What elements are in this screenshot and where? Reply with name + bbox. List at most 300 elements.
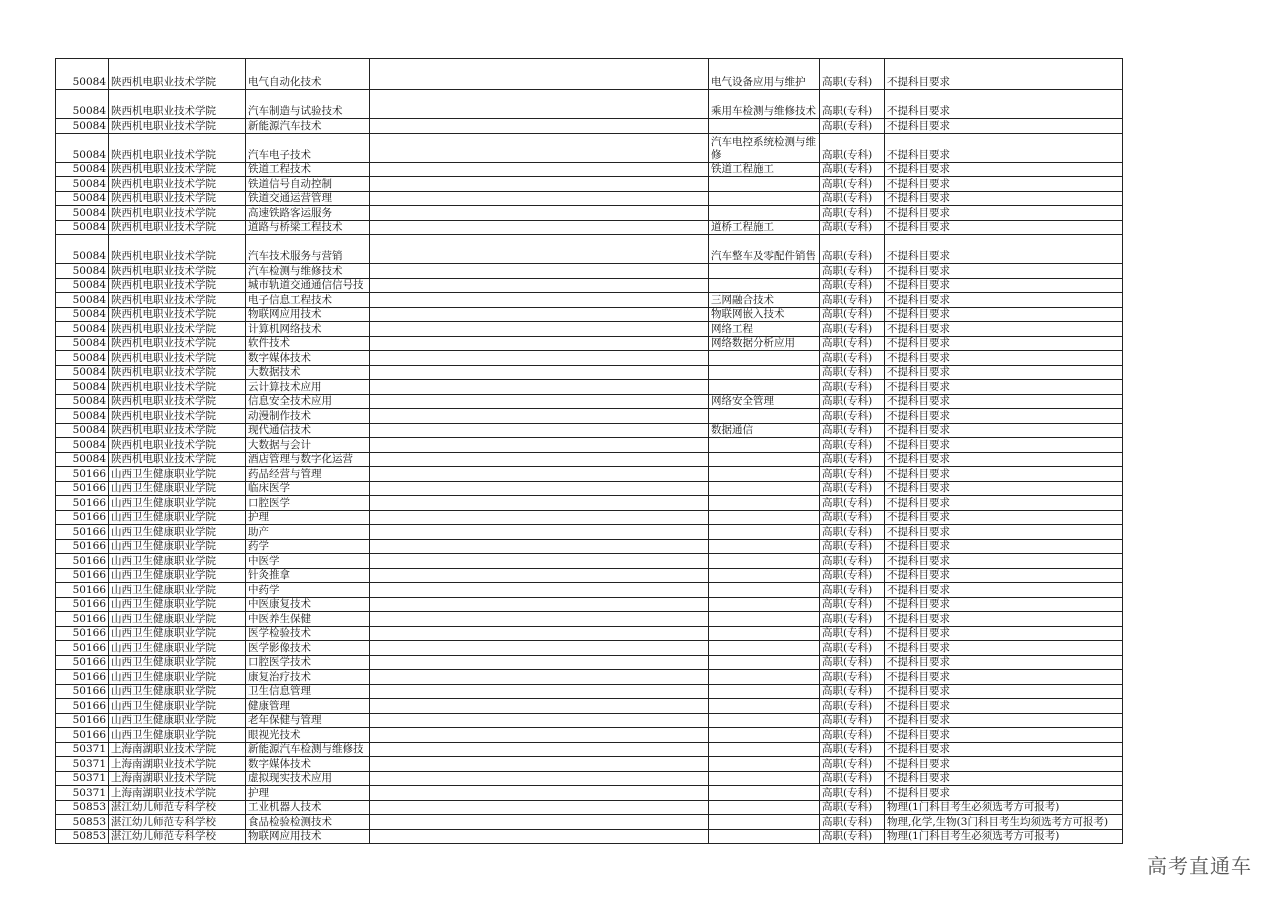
level-text: 高职(专科)	[822, 380, 873, 393]
blank-cell	[370, 496, 709, 511]
school-name-text: 陕西机电职业技术学院	[111, 163, 216, 175]
direction-cell	[709, 206, 820, 221]
level-text: 高职(专科)	[822, 322, 873, 335]
school-code-text: 50166	[72, 641, 106, 654]
school-name-text: 陕西机电职业技术学院	[111, 148, 216, 161]
school-code-text: 50853	[72, 815, 106, 828]
subject-requirement-text: 不提科目要求	[887, 728, 950, 741]
level-cell	[820, 452, 885, 467]
level-text: 高职(专科)	[822, 656, 873, 668]
school-name-text: 陕西机电职业技术学院	[111, 366, 216, 378]
major-name-text: 中医学	[248, 554, 280, 567]
table-row	[56, 423, 1123, 438]
subject-requirement-text: 不提科目要求	[887, 714, 950, 726]
major-name-text: 护理	[248, 511, 269, 523]
major-name-cell	[246, 220, 370, 235]
level-text: 高职(专科)	[822, 76, 873, 88]
major-name-text: 卫生信息管理	[248, 685, 311, 697]
level-text: 高职(专科)	[822, 279, 873, 291]
school-name-text: 陕西机电职业技术学院	[111, 380, 216, 393]
level-cell	[820, 525, 885, 540]
school-code-text: 50084	[72, 438, 106, 451]
level-text: 高职(专科)	[822, 206, 873, 219]
school-code-cell	[56, 713, 109, 728]
subject-requirement-text: 不提科目要求	[887, 264, 950, 277]
blank-cell	[370, 771, 709, 786]
direction-text: 三网融合技术	[711, 293, 774, 306]
blank-cell	[370, 525, 709, 540]
level-text: 高职(专科)	[822, 438, 873, 451]
school-code-cell	[56, 539, 109, 554]
major-name-cell	[246, 162, 370, 177]
school-code-cell	[56, 336, 109, 351]
blank-cell	[370, 220, 709, 235]
subject-requirement-text: 不提科目要求	[887, 366, 950, 378]
school-code-cell	[56, 423, 109, 438]
major-name-text: 信息安全技术应用	[248, 395, 332, 407]
school-code-text: 50084	[72, 424, 106, 436]
school-name-text: 山西卫生健康职业学院	[111, 598, 216, 610]
blank-cell	[370, 481, 709, 496]
subject-requirement-text: 不提科目要求	[887, 583, 950, 596]
level-text: 高职(专科)	[822, 627, 873, 639]
school-name-cell	[109, 133, 246, 162]
table-row	[56, 438, 1123, 453]
level-cell	[820, 510, 885, 525]
school-code-cell	[56, 177, 109, 192]
school-code-cell	[56, 220, 109, 235]
level-cell	[820, 206, 885, 221]
direction-cell	[709, 481, 820, 496]
school-code-text: 50166	[72, 482, 106, 494]
school-code-text: 50166	[72, 569, 106, 581]
subject-requirement-cell	[885, 336, 1123, 351]
major-name-text: 电子信息工程技术	[248, 293, 332, 306]
major-name-text: 新能源汽车技术	[248, 119, 322, 132]
direction-cell	[709, 307, 820, 322]
level-text: 高职(专科)	[822, 409, 873, 422]
school-code-cell	[56, 670, 109, 685]
level-text: 高职(专科)	[822, 351, 873, 364]
level-text: 高职(专科)	[822, 801, 873, 813]
school-code-cell	[56, 771, 109, 786]
table-row	[56, 481, 1123, 496]
level-text: 高职(专科)	[822, 728, 873, 741]
level-cell	[820, 322, 885, 337]
school-code-text: 50084	[72, 409, 106, 422]
table-row	[56, 206, 1123, 221]
school-name-cell	[109, 264, 246, 279]
blank-cell	[370, 626, 709, 641]
school-name-text: 山西卫生健康职业学院	[111, 670, 216, 683]
direction-cell	[709, 612, 820, 627]
subject-requirement-cell	[885, 510, 1123, 525]
school-name-cell	[109, 481, 246, 496]
school-name-text: 陕西机电职业技术学院	[111, 409, 216, 422]
school-code-text: 50084	[72, 337, 106, 349]
major-name-text: 眼视光技术	[248, 728, 301, 741]
direction-cell	[709, 264, 820, 279]
school-name-text: 山西卫生健康职业学院	[111, 554, 216, 567]
direction-cell	[709, 713, 820, 728]
school-code-cell	[56, 293, 109, 308]
table-row	[56, 670, 1123, 685]
subject-requirement-text: 不提科目要求	[887, 685, 950, 697]
major-name-cell	[246, 510, 370, 525]
subject-requirement-cell	[885, 655, 1123, 670]
school-name-text: 陕西机电职业技术学院	[111, 221, 216, 233]
level-cell	[820, 365, 885, 380]
blank-cell	[370, 177, 709, 192]
school-code-cell	[56, 583, 109, 598]
subject-requirement-cell	[885, 235, 1123, 264]
school-name-text: 山西卫生健康职业学院	[111, 656, 216, 668]
direction-cell	[709, 510, 820, 525]
school-name-text: 山西卫生健康职业学院	[111, 569, 216, 581]
school-name-text: 山西卫生健康职业学院	[111, 496, 216, 509]
school-name-text: 陕西机电职业技术学院	[111, 206, 216, 219]
school-code-text: 50166	[72, 525, 106, 538]
school-name-text: 陕西机电职业技术学院	[111, 308, 216, 320]
subject-requirement-cell	[885, 322, 1123, 337]
school-name-text: 山西卫生健康职业学院	[111, 525, 216, 538]
major-name-cell	[246, 496, 370, 511]
level-cell	[820, 264, 885, 279]
school-name-cell	[109, 684, 246, 699]
school-code-text: 50084	[72, 221, 106, 233]
school-name-text: 陕西机电职业技术学院	[111, 351, 216, 364]
subject-requirement-cell	[885, 365, 1123, 380]
school-name-cell	[109, 583, 246, 598]
level-cell	[820, 307, 885, 322]
major-name-cell	[246, 351, 370, 366]
school-code-text: 50084	[72, 351, 106, 364]
direction-cell	[709, 119, 820, 134]
level-cell	[820, 568, 885, 583]
school-code-text: 50166	[72, 685, 106, 697]
major-name-text: 汽车技术服务与营销	[248, 250, 343, 262]
school-name-cell	[109, 612, 246, 627]
blank-cell	[370, 119, 709, 134]
major-name-cell	[246, 626, 370, 641]
level-cell	[820, 293, 885, 308]
table-body	[56, 59, 1123, 844]
subject-requirement-cell	[885, 59, 1123, 90]
direction-cell	[709, 800, 820, 815]
level-text: 高职(专科)	[822, 163, 873, 175]
school-code-cell	[56, 554, 109, 569]
school-code-cell	[56, 800, 109, 815]
subject-requirement-text: 不提科目要求	[887, 438, 950, 451]
subject-requirement-text: 不提科目要求	[887, 540, 950, 552]
subject-requirement-cell	[885, 800, 1123, 815]
school-code-cell	[56, 90, 109, 119]
subject-requirement-cell	[885, 539, 1123, 554]
school-code-text: 50166	[72, 467, 106, 480]
level-text: 高职(专科)	[822, 612, 873, 625]
direction-cell	[709, 670, 820, 685]
school-code-text: 50166	[72, 598, 106, 610]
major-name-cell	[246, 525, 370, 540]
direction-cell	[709, 293, 820, 308]
direction-cell	[709, 322, 820, 337]
level-cell	[820, 133, 885, 162]
level-cell	[820, 684, 885, 699]
level-cell	[820, 554, 885, 569]
blank-cell	[370, 699, 709, 714]
subject-requirement-cell	[885, 409, 1123, 424]
blank-cell	[370, 713, 709, 728]
subject-requirement-cell	[885, 771, 1123, 786]
major-name-cell	[246, 800, 370, 815]
direction-cell	[709, 568, 820, 583]
level-text: 高职(专科)	[822, 308, 873, 320]
school-code-cell	[56, 322, 109, 337]
school-code-cell	[56, 481, 109, 496]
major-name-text: 医学检验技术	[248, 627, 311, 639]
school-name-text: 山西卫生健康职业学院	[111, 612, 216, 625]
school-name-text: 山西卫生健康职业学院	[111, 728, 216, 741]
subject-requirement-cell	[885, 452, 1123, 467]
school-name-text: 山西卫生健康职业学院	[111, 685, 216, 697]
major-name-text: 助产	[248, 525, 269, 538]
school-name-cell	[109, 278, 246, 293]
major-name-cell	[246, 771, 370, 786]
subject-requirement-cell	[885, 568, 1123, 583]
school-name-text: 陕西机电职业技术学院	[111, 119, 216, 132]
table-row	[56, 177, 1123, 192]
school-code-text: 50166	[72, 714, 106, 726]
direction-text: 乘用车检测与维修技术	[711, 105, 816, 117]
blank-cell	[370, 336, 709, 351]
school-code-cell	[56, 235, 109, 264]
subject-requirement-cell	[885, 380, 1123, 395]
school-code-cell	[56, 307, 109, 322]
subject-requirement-text: 不提科目要求	[887, 786, 950, 799]
school-code-cell	[56, 525, 109, 540]
level-cell	[820, 438, 885, 453]
level-text: 高职(专科)	[822, 641, 873, 654]
direction-cell	[709, 757, 820, 772]
blank-cell	[370, 191, 709, 206]
blank-cell	[370, 815, 709, 830]
school-code-cell	[56, 597, 109, 612]
level-text: 高职(专科)	[822, 757, 873, 770]
subject-requirement-text: 不提科目要求	[887, 699, 950, 712]
school-name-cell	[109, 510, 246, 525]
direction-cell	[709, 597, 820, 612]
major-name-text: 现代通信技术	[248, 424, 311, 436]
direction-text: 汽车整车及零配件销售	[711, 250, 816, 262]
table-row	[56, 597, 1123, 612]
school-code-text: 50166	[72, 511, 106, 523]
table-row	[56, 771, 1123, 786]
school-code-cell	[56, 612, 109, 627]
major-name-cell	[246, 365, 370, 380]
blank-cell	[370, 394, 709, 409]
subject-requirement-text: 不提科目要求	[887, 380, 950, 393]
level-cell	[820, 496, 885, 511]
table-row	[56, 235, 1123, 264]
school-name-text: 陕西机电职业技术学院	[111, 322, 216, 335]
level-cell	[820, 481, 885, 496]
subject-requirement-text: 不提科目要求	[887, 482, 950, 494]
level-cell	[820, 235, 885, 264]
major-name-cell	[246, 307, 370, 322]
table-row	[56, 510, 1123, 525]
school-code-text: 50084	[72, 380, 106, 393]
major-name-cell	[246, 481, 370, 496]
major-name-cell	[246, 699, 370, 714]
table-row	[56, 264, 1123, 279]
school-code-cell	[56, 380, 109, 395]
level-text: 高职(专科)	[822, 786, 873, 799]
school-name-cell	[109, 467, 246, 482]
subject-requirement-cell	[885, 394, 1123, 409]
major-name-text: 食品检验检测技术	[248, 815, 332, 828]
school-name-text: 湛江幼儿师范专科学校	[111, 830, 216, 842]
direction-cell	[709, 452, 820, 467]
table-row	[56, 119, 1123, 134]
major-name-cell	[246, 278, 370, 293]
school-code-cell	[56, 191, 109, 206]
level-text: 高职(专科)	[822, 743, 873, 755]
level-text: 高职(专科)	[822, 119, 873, 132]
table-row	[56, 641, 1123, 656]
subject-requirement-cell	[885, 438, 1123, 453]
subject-requirement-text: 不提科目要求	[887, 743, 950, 755]
subject-requirement-text: 不提科目要求	[887, 569, 950, 581]
school-name-cell	[109, 206, 246, 221]
school-name-cell	[109, 800, 246, 815]
table-row	[56, 278, 1123, 293]
subject-requirement-text: 物理,化学,生物(3门科目考生均须选考方可报考)	[887, 815, 1109, 828]
subject-requirement-cell	[885, 191, 1123, 206]
school-name-text: 山西卫生健康职业学院	[111, 627, 216, 639]
table-row	[56, 786, 1123, 801]
blank-cell	[370, 90, 709, 119]
school-code-text: 50084	[72, 76, 106, 88]
table-row	[56, 133, 1123, 162]
major-name-text: 临床医学	[248, 482, 290, 494]
school-code-text: 50084	[72, 148, 106, 161]
table-row	[56, 539, 1123, 554]
level-text: 高职(专科)	[822, 772, 873, 784]
level-cell	[820, 583, 885, 598]
major-name-text: 康复治疗技术	[248, 670, 311, 683]
blank-cell	[370, 322, 709, 337]
school-name-cell	[109, 394, 246, 409]
subject-requirement-cell	[885, 90, 1123, 119]
subject-requirement-cell	[885, 264, 1123, 279]
subject-requirement-text: 不提科目要求	[887, 119, 950, 132]
school-code-cell	[56, 409, 109, 424]
direction-cell	[709, 641, 820, 656]
major-name-cell	[246, 322, 370, 337]
school-code-cell	[56, 264, 109, 279]
subject-requirement-text: 不提科目要求	[887, 105, 950, 117]
school-code-cell	[56, 786, 109, 801]
major-name-text: 汽车检测与维修技术	[248, 264, 343, 277]
direction-cell	[709, 815, 820, 830]
major-name-cell	[246, 380, 370, 395]
direction-cell	[709, 59, 820, 90]
direction-cell	[709, 438, 820, 453]
table-row	[56, 684, 1123, 699]
school-code-text: 50853	[72, 830, 106, 842]
direction-cell	[709, 525, 820, 540]
level-cell	[820, 59, 885, 90]
subject-requirement-text: 不提科目要求	[887, 525, 950, 538]
subject-requirement-text: 不提科目要求	[887, 424, 950, 436]
subject-requirement-cell	[885, 612, 1123, 627]
major-name-text: 中药学	[248, 583, 280, 596]
major-name-cell	[246, 59, 370, 90]
blank-cell	[370, 786, 709, 801]
major-name-text: 铁道信号自动控制	[248, 177, 332, 190]
school-code-text: 50166	[72, 670, 106, 683]
school-code-text: 50084	[72, 250, 106, 262]
subject-requirement-cell	[885, 641, 1123, 656]
major-name-text: 新能源汽车检测与维修技	[248, 743, 364, 755]
major-name-text: 护理	[248, 786, 269, 799]
subject-requirement-text: 不提科目要求	[887, 627, 950, 639]
subject-requirement-text: 不提科目要求	[887, 453, 950, 465]
direction-text: 网络安全管理	[711, 395, 774, 407]
major-name-text: 软件技术	[248, 337, 290, 349]
table-row	[56, 293, 1123, 308]
level-cell	[820, 626, 885, 641]
subject-requirement-text: 不提科目要求	[887, 670, 950, 683]
major-name-cell	[246, 206, 370, 221]
table-row	[56, 757, 1123, 772]
table-row	[56, 90, 1123, 119]
blank-cell	[370, 510, 709, 525]
table-row	[56, 612, 1123, 627]
subject-requirement-cell	[885, 467, 1123, 482]
school-code-cell	[56, 119, 109, 134]
school-name-text: 上海南湖职业技术学院	[111, 786, 216, 799]
school-code-cell	[56, 133, 109, 162]
blank-cell	[370, 800, 709, 815]
school-name-cell	[109, 539, 246, 554]
table-row	[56, 655, 1123, 670]
school-name-cell	[109, 554, 246, 569]
level-cell	[820, 786, 885, 801]
school-name-text: 上海南湖职业技术学院	[111, 772, 216, 784]
level-cell	[820, 336, 885, 351]
table-row	[56, 496, 1123, 511]
school-name-text: 上海南湖职业技术学院	[111, 757, 216, 770]
subject-requirement-cell	[885, 133, 1123, 162]
major-name-cell	[246, 90, 370, 119]
school-name-cell	[109, 786, 246, 801]
major-name-cell	[246, 119, 370, 134]
major-name-text: 铁道工程技术	[248, 163, 311, 175]
direction-text: 数据通信	[711, 424, 753, 436]
major-name-text: 物联网应用技术	[248, 830, 322, 842]
subject-requirement-cell	[885, 278, 1123, 293]
subject-requirement-text: 不提科目要求	[887, 293, 950, 306]
school-name-text: 山西卫生健康职业学院	[111, 467, 216, 480]
school-code-text: 50084	[72, 264, 106, 277]
level-cell	[820, 394, 885, 409]
blank-cell	[370, 568, 709, 583]
direction-cell	[709, 220, 820, 235]
school-code-cell	[56, 510, 109, 525]
major-name-cell	[246, 684, 370, 699]
subject-requirement-text: 不提科目要求	[887, 641, 950, 654]
